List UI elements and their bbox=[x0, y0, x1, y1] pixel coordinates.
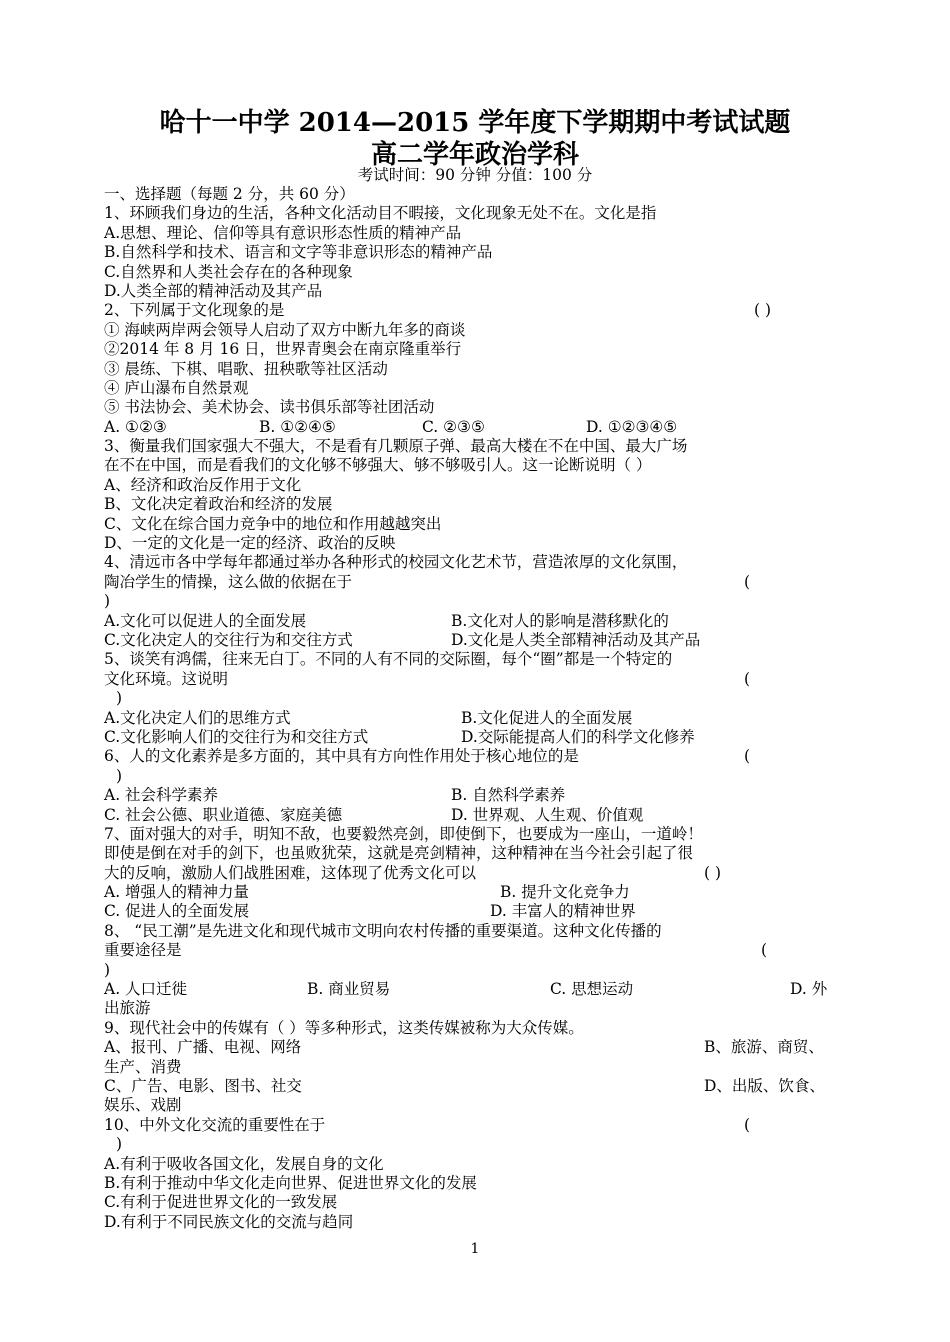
option-a: A.文化可以促进人的全面发展 bbox=[104, 611, 307, 630]
option-c: C.文化决定人的交往行为和交往方式 bbox=[104, 630, 353, 649]
question-2-item: ④ 庐山瀑布自然景观 bbox=[104, 378, 249, 397]
option-b: B. ①②④⑤ bbox=[259, 417, 336, 436]
question-4-stem: 陶冶学生的情操，这么做的依据在于 ( bbox=[104, 572, 751, 591]
question-9-option-d-cont: 娱乐、戏剧 bbox=[104, 1096, 182, 1115]
answer-paren-close: ) bbox=[116, 1135, 123, 1154]
option-a: A.文化决定人们的思维方式 bbox=[104, 708, 291, 727]
option-b: B.文化对人的影响是潜移默化的 bbox=[451, 611, 669, 630]
question-8-stem: 重要途径是 ( bbox=[104, 941, 768, 960]
question-3-stem: 在不在中国，而是看我们的文化够不够强大、够不够吸引人。这一论断说明（ ） bbox=[104, 456, 652, 475]
option-c: C. 社会公德、职业道德、家庭美德 bbox=[104, 805, 343, 824]
option-c: C. ②③⑤ bbox=[422, 417, 485, 436]
question-7-options-row2 bbox=[104, 902, 840, 921]
answer-paren-close: ) bbox=[116, 766, 123, 785]
question-2-item: ③ 晨练、下棋、唱歌、扭秧歌等社区活动 bbox=[104, 359, 388, 378]
question-10-option-d: D.有利于不同民族文化的交流与趋同 bbox=[104, 1212, 354, 1231]
option-d: D. 世界观、人生观、价值观 bbox=[451, 805, 644, 824]
answer-paren: ( ) bbox=[754, 301, 772, 320]
option-b: B. 提升文化竞争力 bbox=[500, 883, 630, 902]
question-1-option-c: C.自然界和人类社会存在的各种现象 bbox=[104, 262, 353, 281]
option-c: C. 思想运动 bbox=[550, 980, 634, 999]
option-d: D. 外 bbox=[790, 980, 828, 999]
option-d: D. ①②③④⑤ bbox=[586, 417, 678, 436]
question-1-option-a: A.思想、理论、信仰等具有意识形态性质的精神产品 bbox=[104, 223, 462, 242]
question-10-option-b: B.有利于推动中华文化走向世界、促进世界文化的发展 bbox=[104, 1173, 477, 1192]
question-8-stem: 8、 “民工潮”是先进文化和现代城市文明向农村传播的重要渠道。这种文化传播的 bbox=[104, 921, 662, 940]
option-b: B.文化促进人的全面发展 bbox=[461, 708, 633, 727]
question-9-stem: 9、现代社会中的传媒有（ ）等多种形式，这类传媒被称为大众传媒。 bbox=[104, 1018, 584, 1037]
option-a: A、报刊、广播、电视、网络 bbox=[104, 1038, 302, 1057]
question-5-stem: 文化环境。这说明 ( bbox=[104, 669, 751, 688]
option-d: D.文化是人类全部精神活动及其产品 bbox=[451, 630, 701, 649]
question-3-stem: 3、衡量我们国家强大不强大，不是看有几颗原子弹、最高大楼在不在中国、最大广场 bbox=[104, 437, 688, 456]
page-number: 1 bbox=[470, 1241, 480, 1257]
question-5-options-row2 bbox=[104, 728, 840, 747]
exam-subtitle: 高二学年政治学科 bbox=[370, 140, 579, 170]
question-8-option-d-cont: 出旅游 bbox=[104, 999, 151, 1018]
question-7-stem: 7、面对强大的对手，明知不敌，也要毅然亮剑，即使倒下，也要成为一座山，一道岭！ bbox=[104, 824, 703, 843]
option-a: A. 人口迁徙 bbox=[104, 980, 188, 999]
option-b: B. 商业贸易 bbox=[307, 980, 391, 999]
question-2-stem: 2、下列属于文化现象的是 ( ) bbox=[104, 301, 772, 320]
question-3-option-a: A、经济和政治反作用于文化 bbox=[104, 475, 302, 494]
option-a: A. 社会科学素养 bbox=[104, 786, 219, 805]
question-1-stem: 1、环顾我们身边的生活，各种文化活动目不暇接，文化现象无处不在。文化是指 bbox=[104, 204, 657, 223]
option-d: D. 丰富人的精神世界 bbox=[490, 902, 636, 921]
option-d: D.交际能提高人们的科学文化修养 bbox=[461, 727, 695, 746]
question-1-option-d: D.人类全部的精神活动及其产品 bbox=[104, 281, 323, 300]
question-4-stem: 4、清远市各中学每年都通过举办各种形式的校园文化艺术节，营造浓厚的文化氛围， bbox=[104, 553, 688, 572]
question-4-options-row2 bbox=[104, 631, 840, 650]
question-2-options bbox=[104, 418, 840, 437]
option-c: C.文化影响人们的交往行为和交往方式 bbox=[104, 727, 369, 746]
answer-paren-open: ( bbox=[744, 572, 751, 591]
answer-paren-open: ( bbox=[744, 1115, 751, 1134]
answer-paren-open: ( bbox=[761, 941, 768, 960]
answer-paren-open: ( bbox=[744, 669, 751, 688]
question-9-options-row1 bbox=[104, 1038, 840, 1057]
option-c: C、广告、电影、图书、社交 bbox=[104, 1076, 302, 1095]
answer-paren-close: ) bbox=[104, 592, 111, 611]
answer-paren: ( ) bbox=[704, 863, 722, 882]
question-2-item: ⑤ 书法协会、美术协会、读书俱乐部等社团活动 bbox=[104, 398, 435, 417]
answer-paren-close: ) bbox=[104, 960, 111, 979]
question-5-options-row1 bbox=[104, 709, 840, 728]
answer-paren-close: ) bbox=[116, 689, 123, 708]
question-2-item: ① 海峡两岸两会领导人启动了双方中断九年多的商谈 bbox=[104, 320, 466, 339]
option-a: A. 增强人的精神力量 bbox=[104, 883, 250, 902]
question-3-option-c: C、文化在综合国力竞争中的地位和作用越越突出 bbox=[104, 514, 442, 533]
question-10-stem: 10、中外文化交流的重要性在于 ( bbox=[104, 1115, 751, 1134]
question-4-options-row1 bbox=[104, 612, 840, 631]
question-10-option-c: C.有利于促进世界文化的一致发展 bbox=[104, 1193, 338, 1212]
question-10-option-a: A.有利于吸收各国文化，发展自身的文化 bbox=[104, 1154, 384, 1173]
question-9-option-b-cont: 生产、消费 bbox=[104, 1057, 182, 1076]
question-8-options bbox=[104, 980, 840, 999]
question-6-options-row2 bbox=[104, 806, 840, 825]
option-b: B、旅游、商贸、 bbox=[704, 1038, 824, 1057]
question-3-option-d: D、一定的文化是一定的经济、政治的反映 bbox=[104, 534, 396, 553]
question-6-options-row1 bbox=[104, 786, 840, 805]
option-a: A. ①②③ bbox=[104, 417, 167, 436]
option-d: D、出版、饮食、 bbox=[704, 1076, 825, 1095]
question-1-option-b: B.自然科学和技术、语言和文字等非意识形态的精神产品 bbox=[104, 243, 493, 262]
exam-title: 哈十一中学 2014—2015 学年度下学期期中考试试题 bbox=[159, 108, 791, 138]
question-7-stem: 大的反响，激励人们战胜困难，这体现了优秀文化可以 ( ) bbox=[104, 863, 722, 882]
section-heading: 一、选择题（每题 2 分，共 60 分） bbox=[104, 185, 355, 203]
question-9-options-row2 bbox=[104, 1077, 840, 1096]
option-c: C. 促进人的全面发展 bbox=[104, 902, 250, 921]
question-2-item: ②2014 年 8 月 16 日，世界青奥会在南京隆重举行 bbox=[104, 340, 462, 359]
exam-info: 考试时间：90 分钟 分值：100 分 bbox=[357, 166, 593, 184]
question-6-stem: 6、人的文化素养是多方面的，其中具有方向性作用处于核心地位的是 ( bbox=[104, 747, 751, 766]
question-7-options-row1 bbox=[104, 883, 840, 902]
exam-body bbox=[104, 185, 840, 1232]
question-5-stem: 5、谈笑有鸿儒，往来无白丁。不同的人有不同的交际圈，每个“圈”都是一个特定的 bbox=[104, 650, 673, 669]
question-3-option-b: B、文化决定着政治和经济的发展 bbox=[104, 495, 333, 514]
question-7-stem: 即使是倒在对手的剑下，也虽败犹荣，这就是亮剑精神，这种精神在当今社会引起了很 bbox=[104, 844, 694, 863]
option-b: B. 自然科学素养 bbox=[451, 786, 566, 805]
answer-paren-open: ( bbox=[744, 747, 751, 766]
